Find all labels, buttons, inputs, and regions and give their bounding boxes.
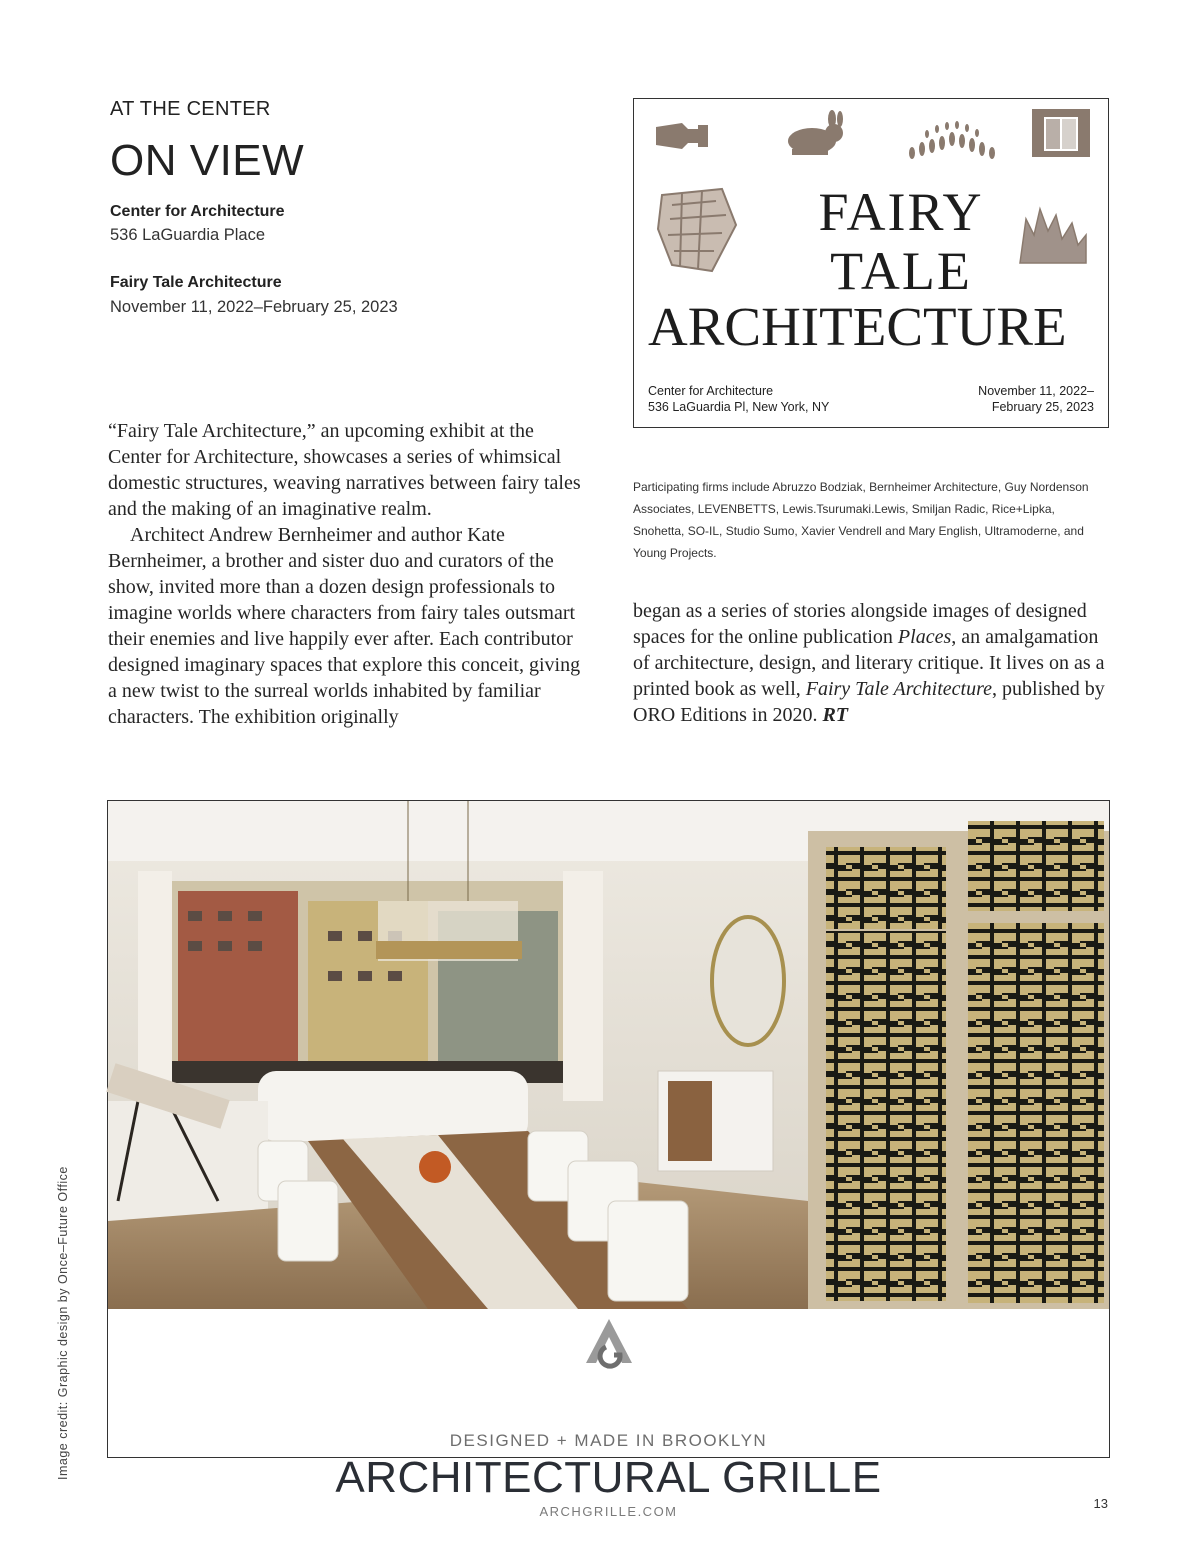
exhibition-poster (633, 98, 1109, 428)
window-icon (1032, 109, 1090, 157)
article-column-right (633, 598, 1113, 728)
ad-brand-name: ARCHITECTURAL GRILLE (335, 1453, 882, 1502)
section-label: AT THE CENTER (110, 98, 271, 120)
paragraph-3-part-b: , an amalgamation of architecture, design, and literary critique. It lives on as a printed book as well, (633, 626, 1105, 700)
poster-caption: Participating firms include Abruzzo Bodziak, Bernheimer Architecture, Guy Nordenson Associates, LEVENBETTS, Lewis.Tsurumaki.Lewis, Smiljan Radic, Rice+Lipka, Snohetta, SO-IL, Studio Sumo, Xavier Vendrell and Mary English, Ultramoderne, and Young Projects. (633, 480, 1089, 560)
ad-tagline: DESIGNED + MADE IN BROOKLYN (449, 1431, 768, 1450)
poster-title-line3: ARCHITECTURE (648, 296, 1067, 357)
paragraph-3-part-c: , published by ORO Editions in 2020. (633, 678, 1105, 726)
book-title: Fairy Tale Architecture (805, 678, 993, 700)
article-column-left (108, 418, 588, 730)
publication-title: Places (897, 626, 952, 648)
poster-dates-line2: February 25, 2023 (991, 400, 1094, 414)
page-title: ON VIEW (110, 136, 305, 185)
architectural-grille-logo-icon (584, 1317, 634, 1365)
image-credit: Image credit: Graphic design by Once–Future Office (56, 1166, 70, 1480)
poster-dates-line1: November 11, 2022– (978, 384, 1094, 398)
ad-website-link[interactable]: ARCHGRILLE.COM (539, 1504, 678, 1519)
poster-venue (648, 383, 829, 415)
poster-dates (978, 383, 1094, 415)
venue-address: 536 LaGuardia Place (110, 226, 266, 244)
venue-name: Center for Architecture (110, 203, 285, 220)
article-paragraph-1: “Fairy Tale Architecture,” an upcoming exhibit at the Center for Architecture, showcases a series of whimsical domestic structures, weaving narratives between fairy tales and the making of an imaginative realm. (108, 420, 581, 520)
rabbit-icon (782, 113, 848, 157)
poster-title-line1: FAIRY (818, 182, 984, 242)
article-paragraph-2: Architect Andrew Bernheimer and author Kate Bernheimer, a brother and sister duo and curators of the show, invited more than a dozen design professionals to imagine worlds where characters from fairy tales outsmart their enemies and live happily ever after. Each contributor designed imaginary spaces that explore this conceit, giving a new twist to the surreal worlds inhabited by familiar characters. The exhibition originally (108, 524, 581, 728)
interior-photo (108, 801, 1109, 1309)
author-signature: RT (822, 704, 849, 726)
poster-title-line2: TALE (830, 241, 972, 301)
show-dates: November 11, 2022–February 25, 2023 (110, 298, 398, 316)
swarm-icon (902, 119, 1002, 161)
show-name: Fairy Tale Architecture (110, 274, 282, 291)
bottle-icon (654, 119, 710, 153)
paragraph-3-part-a: began as a series of stories alongside images of designed spaces for the online publication (633, 600, 1087, 648)
poster-venue-line2: 536 LaGuardia Pl, New York, NY (648, 400, 830, 414)
poster-venue-line1: Center for Architecture (648, 384, 774, 398)
page-number: 13 (1093, 1496, 1108, 1511)
article-paragraph-3 (633, 598, 1113, 728)
